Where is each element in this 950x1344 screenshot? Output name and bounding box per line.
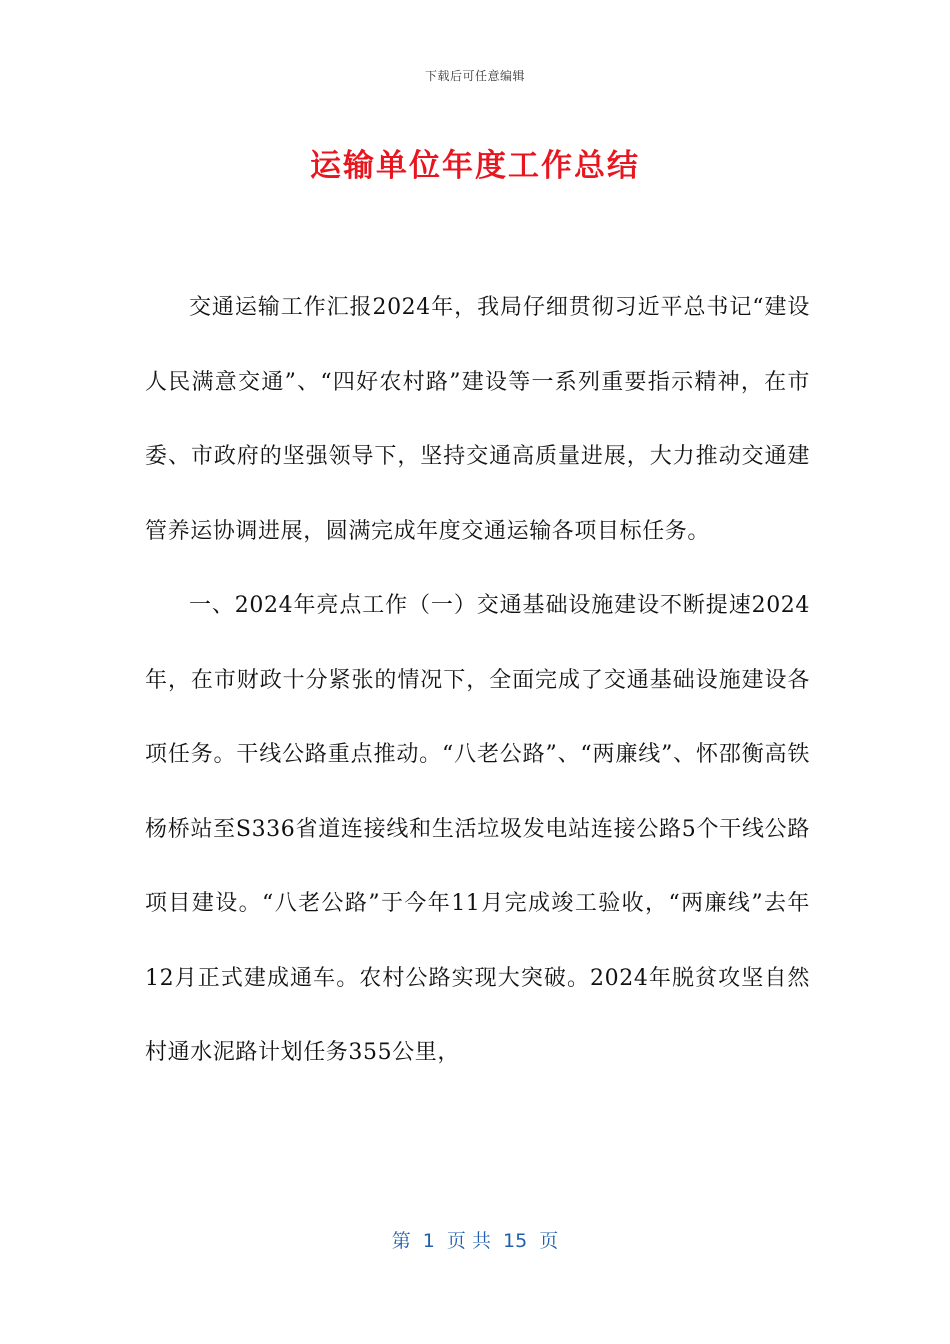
document-title: 运输单位年度工作总结: [310, 148, 640, 184]
page-number-footer: 第 1 页 共 15 页: [391, 1230, 559, 1252]
paragraph-highlights: 一、2024年亮点工作（一）交通基础设施建设不断提速2024年，在市财政十分紧张的情况下，全面完成了交通基础设施建设各项任务。干线公路重点推动。“八老公路”、“两廉线”、怀邵衡高铁杨桥站至S336省道连接线和生活垃圾发电站连接公路5个干线公路项目建设。“八老公路”于今年11月完成竣工验收，“两廉线”去年12月正式建成通车。农村公路实现大突破。2024年脱贫攻坚自然村通水泥路计划任务355公里，: [145, 593, 810, 1065]
document-body: [145, 271, 810, 1091]
header-note: 下载后可任意编辑: [424, 69, 525, 83]
paragraph-intro: 交通运输工作汇报2024年，我局仔细贯彻习近平总书记“建设人民满意交通”、“四好农村路”建设等一系列重要指示精神，在市委、市政府的坚强领导下，坚持交通高质量进展，大力推动交通建管养运协调进展，圆满完成年度交通运输各项目标任务。: [145, 295, 810, 544]
